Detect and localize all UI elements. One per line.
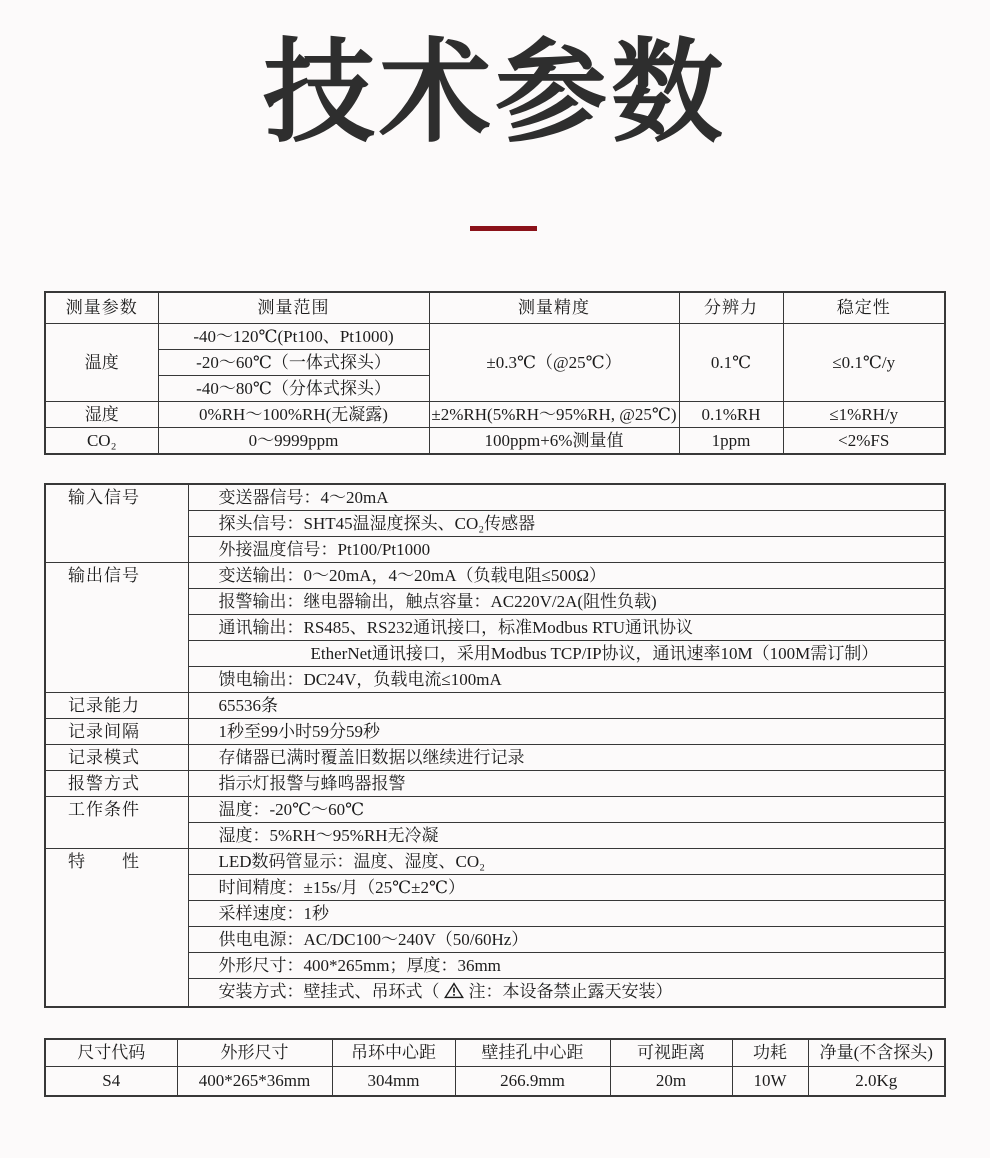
spec-row [45,797,945,823]
spec-line-sampling-speed: 采样速度：1秒 [188,901,945,927]
spec-line-working-humidity: 湿度：5%RH～95%RH无冷凝 [188,823,945,849]
humidity-parameter: 湿度 [45,402,158,428]
spec-line-time-accuracy: 时间精度：±15s/月（25℃±2℃） [188,875,945,901]
co2-range: 0～9999ppm [158,428,429,455]
spec-line-external-temp-signal: 外接温度信号：Pt100/Pt1000 [188,537,945,563]
temperature-stability: ≤0.1℃/y [783,324,945,402]
column-header-power: 功耗 [732,1039,808,1067]
spec-row [45,745,945,771]
column-header-visible-distance: 可视距离 [610,1039,732,1067]
humidity-range: 0%RH～100%RH(无凝露) [158,402,429,428]
spec-line-record-interval: 1秒至99小时59分59秒 [188,719,945,745]
column-header-outer-size: 外形尺寸 [177,1039,332,1067]
spec-line-record-capacity: 65536条 [188,693,945,719]
dimension-table [44,1038,946,1097]
spec-label-input-signal: 输入信号 [45,484,188,563]
dimension-header-row [45,1039,945,1067]
spec-line-power-supply: 供电电源：AC/DC100～240V（50/60Hz） [188,927,945,953]
value-outer-size: 400*265*36mm [177,1067,332,1097]
spec-line-record-mode: 存储器已满时覆盖旧数据以继续进行记录 [188,745,945,771]
humidity-stability: ≤1%RH/y [783,402,945,428]
page-title: 技术参数 [263,28,727,158]
spec-table [44,483,946,1008]
column-header-parameter: 测量参数 [45,292,158,324]
co2-parameter: CO₂ [45,428,158,455]
humidity-accuracy: ±2%RH(5%RH～95%RH, @25℃) [429,402,679,428]
spec-row [45,563,945,589]
spec-row [45,849,945,875]
spec-line-ethernet: EtherNet通讯接口，采用Modbus TCP/IP协议，通讯速率10M（100M需订制） [188,641,945,667]
value-wall-hole-distance: 266.9mm [455,1067,610,1097]
value-power: 10W [732,1067,808,1097]
column-header-ring-center-distance: 吊环中心距 [332,1039,455,1067]
dimension-value-row [45,1067,945,1097]
humidity-resolution: 0.1%RH [679,402,783,428]
temperature-range-pt: -40～120℃(Pt100、Pt1000) [158,324,429,350]
temperature-parameter: 温度 [45,324,158,402]
value-ring-center-distance: 304mm [332,1067,455,1097]
measurement-table [44,291,946,455]
spec-line-feed-output: 馈电输出：DC24V，负载电流≤100mA [188,667,945,693]
co2-row [45,428,945,455]
spec-line-alarm-output: 报警输出：继电器输出，触点容量：AC220V/2A(阻性负载) [188,589,945,615]
column-header-resolution: 分辨力 [679,292,783,324]
installation-text-prefix: 安装方式：壁挂式、吊环式（ [218,982,440,1001]
column-header-size-code: 尺寸代码 [45,1039,177,1067]
value-size-code: S4 [45,1067,177,1097]
column-header-net-weight: 净量(不含探头) [808,1039,945,1067]
installation-text-suffix: 注：本设备禁止露天安装） [468,982,673,1001]
spec-line-working-temp: 温度：-20℃～60℃ [188,797,945,823]
spec-line-installation [188,979,945,1008]
warning-triangle-icon [444,981,464,1006]
temperature-row [45,324,945,350]
spec-label-record-capacity: 记录能力 [45,693,188,719]
humidity-row [45,402,945,428]
spec-line-probe-signal: 探头信号：SHT45温湿度探头、CO₂传感器 [188,511,945,537]
co2-resolution: 1ppm [679,428,783,455]
spec-line-led-display: LED数码管显示：温度、湿度、CO₂ [188,849,945,875]
spec-row [45,484,945,511]
measurement-header-row [45,292,945,324]
spec-label-alarm-mode: 报警方式 [45,771,188,797]
spec-label-features: 特 性 [45,849,188,1008]
value-net-weight: 2.0Kg [808,1067,945,1097]
spec-label-working-conditions: 工作条件 [45,797,188,849]
temperature-resolution: 0.1℃ [679,324,783,402]
column-header-accuracy: 测量精度 [429,292,679,324]
spec-row [45,693,945,719]
spec-label-record-interval: 记录间隔 [45,719,188,745]
temperature-accuracy: ±0.3℃（@25℃） [429,324,679,402]
column-header-range: 测量范围 [158,292,429,324]
spec-line-comm-output: 通讯输出：RS485、RS232通讯接口，标准Modbus RTU通讯协议 [188,615,945,641]
co2-stability: <2%FS [783,428,945,455]
spec-line-outer-dimensions: 外形尺寸：400*265mm；厚度：36mm [188,953,945,979]
spec-label-output-signal: 输出信号 [45,563,188,693]
spec-line-alarm-mode: 指示灯报警与蜂鸣器报警 [188,771,945,797]
column-header-wall-hole-distance: 壁挂孔中心距 [455,1039,610,1067]
spec-line-transmitter-signal: 变送器信号：4～20mA [188,484,945,511]
spec-row [45,719,945,745]
title-divider [470,226,537,231]
co2-accuracy: 100ppm+6%测量值 [429,428,679,455]
temperature-range-split: -40～80℃（分体式探头） [158,376,429,402]
temperature-range-integrated: -20～60℃（一体式探头） [158,350,429,376]
column-header-stability: 稳定性 [783,292,945,324]
spec-row [45,771,945,797]
value-visible-distance: 20m [610,1067,732,1097]
spec-line-transmit-output: 变送输出：0～20mA，4～20mA（负载电阻≤500Ω） [188,563,945,589]
spec-label-record-mode: 记录模式 [45,745,188,771]
